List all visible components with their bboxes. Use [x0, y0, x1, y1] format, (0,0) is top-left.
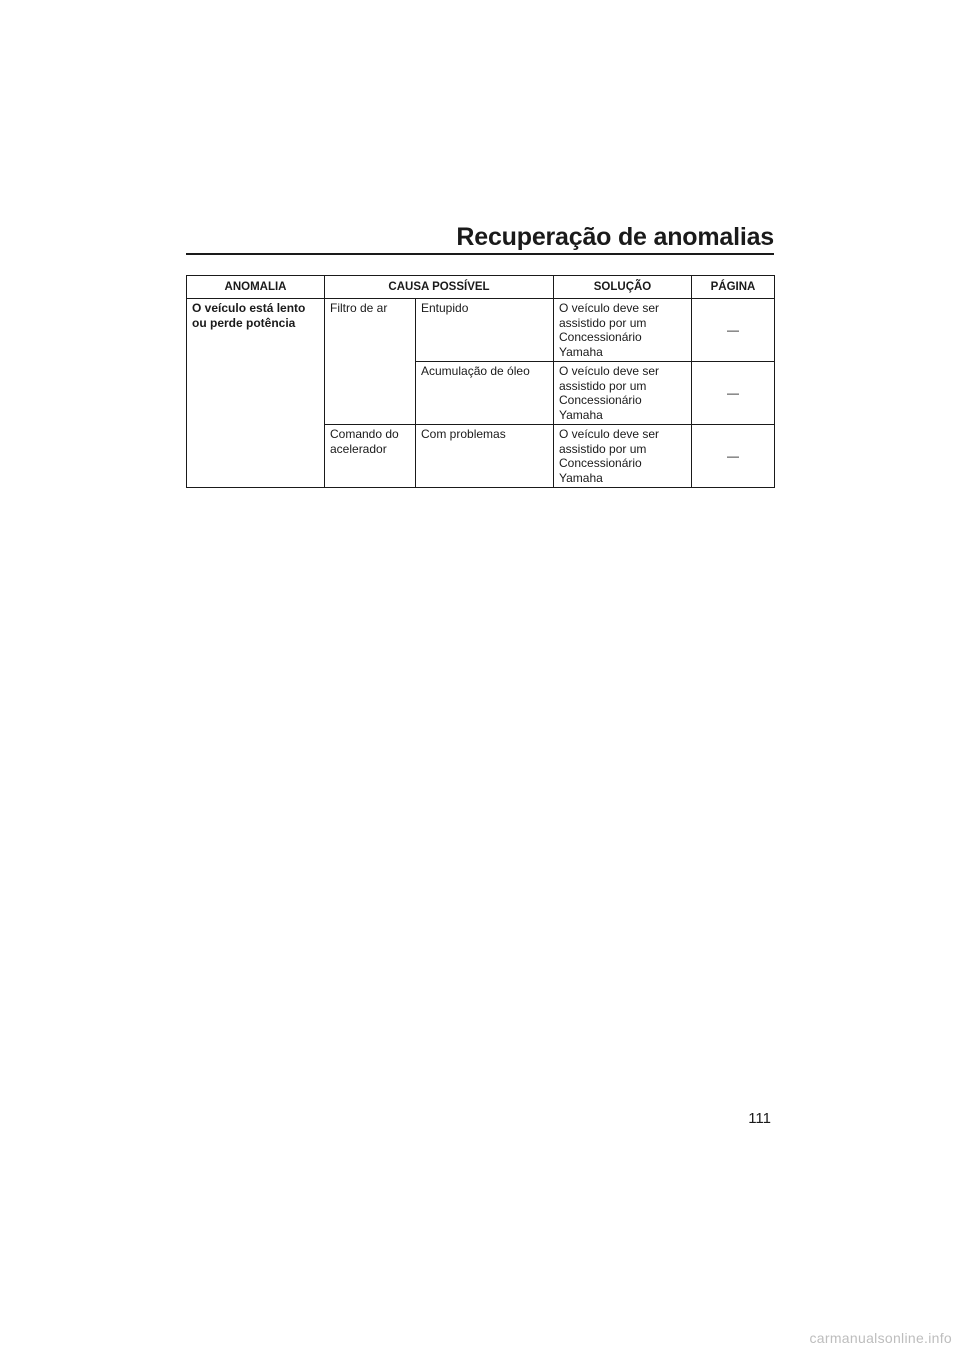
header-anomaly: ANOMALIA [187, 276, 325, 299]
anomaly-cell: O veículo está lento ou perde potência [187, 299, 325, 488]
cause-condition-cell: Com problemas [416, 425, 554, 488]
troubleshooting-table [186, 275, 775, 488]
page-ref-cell: — [692, 425, 775, 488]
solution-cell: O veículo deve ser assistido por um Concessionário Yamaha [554, 425, 692, 488]
table-row [187, 299, 775, 362]
solution-cell: O veículo deve ser assistido por um Concessionário Yamaha [554, 362, 692, 425]
page-ref-cell: — [692, 362, 775, 425]
cause-component-cell: Filtro de ar [325, 299, 416, 425]
cause-condition-cell: Entupido [416, 299, 554, 362]
header-cause: CAUSA POSSÍVEL [325, 276, 554, 299]
table-header-row [187, 276, 775, 299]
cause-component-cell: Comando do acelerador [325, 425, 416, 488]
header-page: PÁGINA [692, 276, 775, 299]
title-rule [186, 253, 774, 255]
header-solution: SOLUÇÃO [554, 276, 692, 299]
page-number: 111 [748, 1110, 771, 1127]
solution-cell: O veículo deve ser assistido por um Concessionário Yamaha [554, 299, 692, 362]
page-ref-cell: — [692, 299, 775, 362]
page-title: Recuperação de anomalias [456, 223, 774, 251]
footer-watermark[interactable]: carmanualsonline.info [809, 1330, 952, 1346]
cause-condition-cell: Acumulação de óleo [416, 362, 554, 425]
